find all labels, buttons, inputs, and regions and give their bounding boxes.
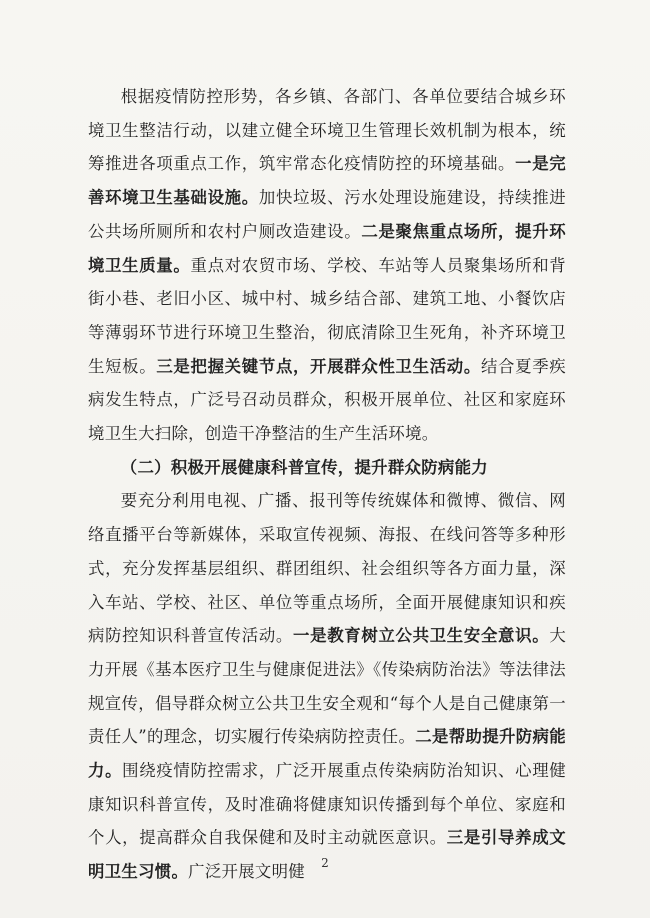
- bold-point-2: 二是聚焦重点场所，提升环境卫生质量。: [88, 221, 566, 275]
- text-run: 根据疫情防控形势，各乡镇、各部门、各单位要结合城乡环境卫生整洁行动，以建立健全环境卫生管理长效机制为根本，统筹推进各项重点工作，筑牢常态化疫情防控的环境基础。: [88, 87, 566, 174]
- text-run: 围绕疫情防控需求，广泛开展重点传染病防治知识、心理健康知识科普宣传，及时准确将健康知识传播到每个单位、家庭和个人，提高群众自我保健和及时主动就医意识。: [88, 761, 566, 848]
- text-run: 结合夏季疾病发生特点，广泛号召动员群众，积极开展单位、社区和家庭环境卫生大扫除，创造干净整洁的生产生活环境。: [88, 356, 567, 444]
- bold-point-3: 三是引导养成文明卫生习惯。: [88, 828, 566, 882]
- page-number: 2: [321, 856, 329, 870]
- bold-point-3: 三是把握关键节点，开展群众性卫生活动。: [156, 356, 481, 376]
- text-run: 加快垃圾、污水处理设施建设，持续推进公共场所厕所和农村户厕改造建设。: [88, 188, 566, 241]
- text-run: 广泛开展文明健: [188, 862, 305, 882]
- paragraph-environment: [88, 80, 566, 451]
- section-heading: （二）积极开展健康科普宣传，提升群众防病能力: [120, 457, 488, 477]
- text-run: 要充分利用电视、广播、报刊等传统媒体和微博、微信、网络直播平台等新媒体，采取宣传视频、海报、在线问答等多种形式，充分发挥基层组织、群团组织、社会组织等各方面力量，深入车站、学校、社区、单位等重点场所，全面开展健康知识和疾病防控知识科普宣传活动。: [88, 491, 566, 646]
- text-run: 重点对农贸市场、学校、车站等人员聚集场所和背街小巷、老旧小区、城中村、城乡结合部、建筑工地、小餐饮店等薄弱环节进行环境卫生整治，彻底清除卫生死角，补齐环境卫生短板。: [88, 255, 566, 376]
- text-run: 大力开展《基本医疗卫生与健康促进法》《传染病防治法》等法律法规宣传，倡导群众树立公共卫生安全观和“每个人是自己健康第一责任人”的理念，切实履行传染病防控责任。: [88, 626, 567, 747]
- document-body: [88, 80, 566, 889]
- bold-point-2: 二是帮助提升防病能力。: [88, 727, 566, 781]
- bold-point-1: 一是教育树立公共卫生安全意识。: [293, 626, 550, 646]
- paragraph-health-education: [88, 484, 566, 888]
- bold-point-1: 一是完善环境卫生基础设施。: [88, 154, 567, 208]
